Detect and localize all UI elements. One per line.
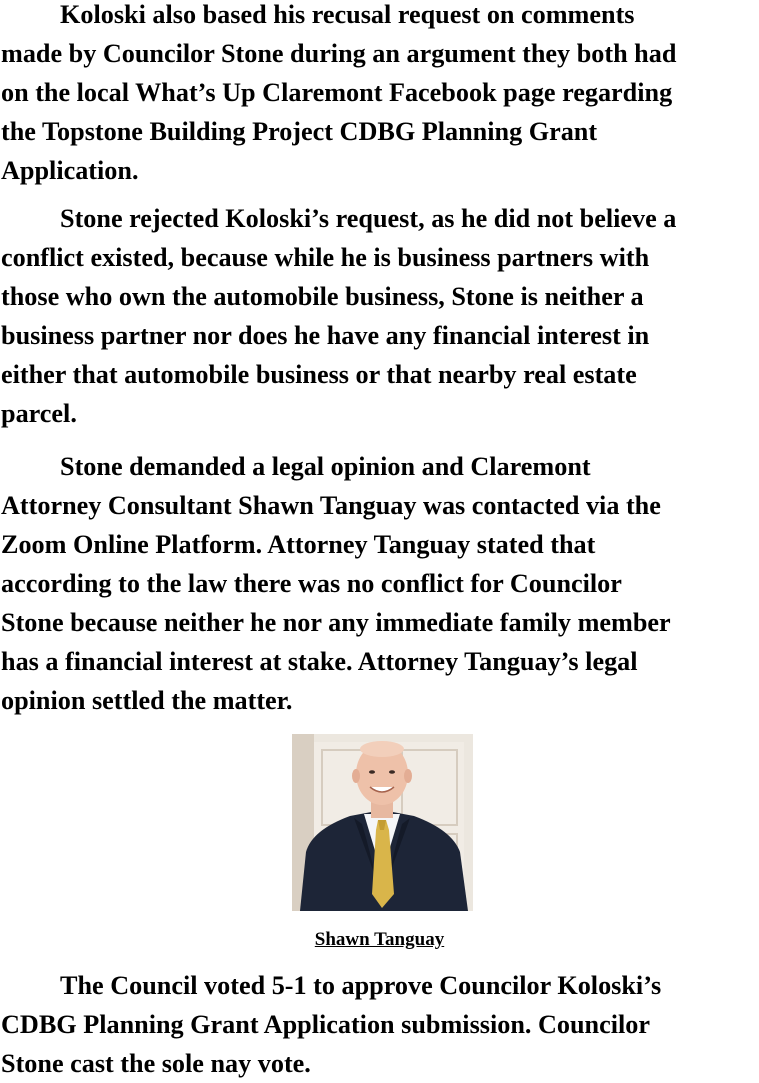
text-line: made by Councilor Stone during an argument they both had	[1, 39, 677, 68]
text-line: Koloski also based his recusal request on comments	[60, 0, 635, 29]
text-line: the Topstone Building Project CDBG Planning Grant	[1, 117, 598, 146]
text-line: Zoom Online Platform. Attorney Tanguay stated that	[1, 530, 596, 559]
text-line: Application.	[1, 156, 139, 185]
text-line: Stone demanded a legal opinion and Claremont	[60, 452, 591, 481]
text-line: has a financial interest at stake. Attorney Tanguay’s legal	[1, 647, 638, 676]
portrait-photo	[292, 734, 473, 911]
text-line: either that automobile business or that nearby real estate	[1, 360, 637, 389]
text-line: parcel.	[1, 399, 77, 428]
text-line: on the local What’s Up Claremont Facebook page regarding	[1, 78, 673, 107]
text-line: opinion settled the matter.	[1, 686, 293, 715]
text-line: CDBG Planning Grant Application submission. Councilor	[1, 1010, 651, 1039]
text-line: Stone because neither he nor any immediate family member	[1, 608, 671, 637]
text-line: conflict existed, because while he is business partners with	[1, 243, 650, 272]
text-line: according to the law there was no conflict for Councilor	[1, 569, 622, 598]
text-line: Stone rejected Koloski’s request, as he did not believe a	[60, 204, 677, 233]
text-line: business partner nor does he have any financial interest in	[1, 321, 650, 350]
paragraph-stone-rejection	[1, 199, 757, 433]
text-line: those who own the automobile business, Stone is neither a	[1, 282, 644, 311]
text-line: The Council voted 5-1 to approve Councilor Koloski’s	[60, 971, 662, 1000]
portrait-illustration	[292, 734, 473, 911]
text-line: Stone cast the sole nay vote.	[1, 1049, 311, 1078]
paragraph-council-vote	[1, 966, 757, 1083]
paragraph-legal-opinion	[1, 447, 757, 720]
paragraph-recusal-request	[1, 0, 757, 190]
photo-caption: Shawn Tanguay	[314, 929, 445, 950]
text-line: Attorney Consultant Shawn Tanguay was contacted via the	[1, 491, 661, 520]
